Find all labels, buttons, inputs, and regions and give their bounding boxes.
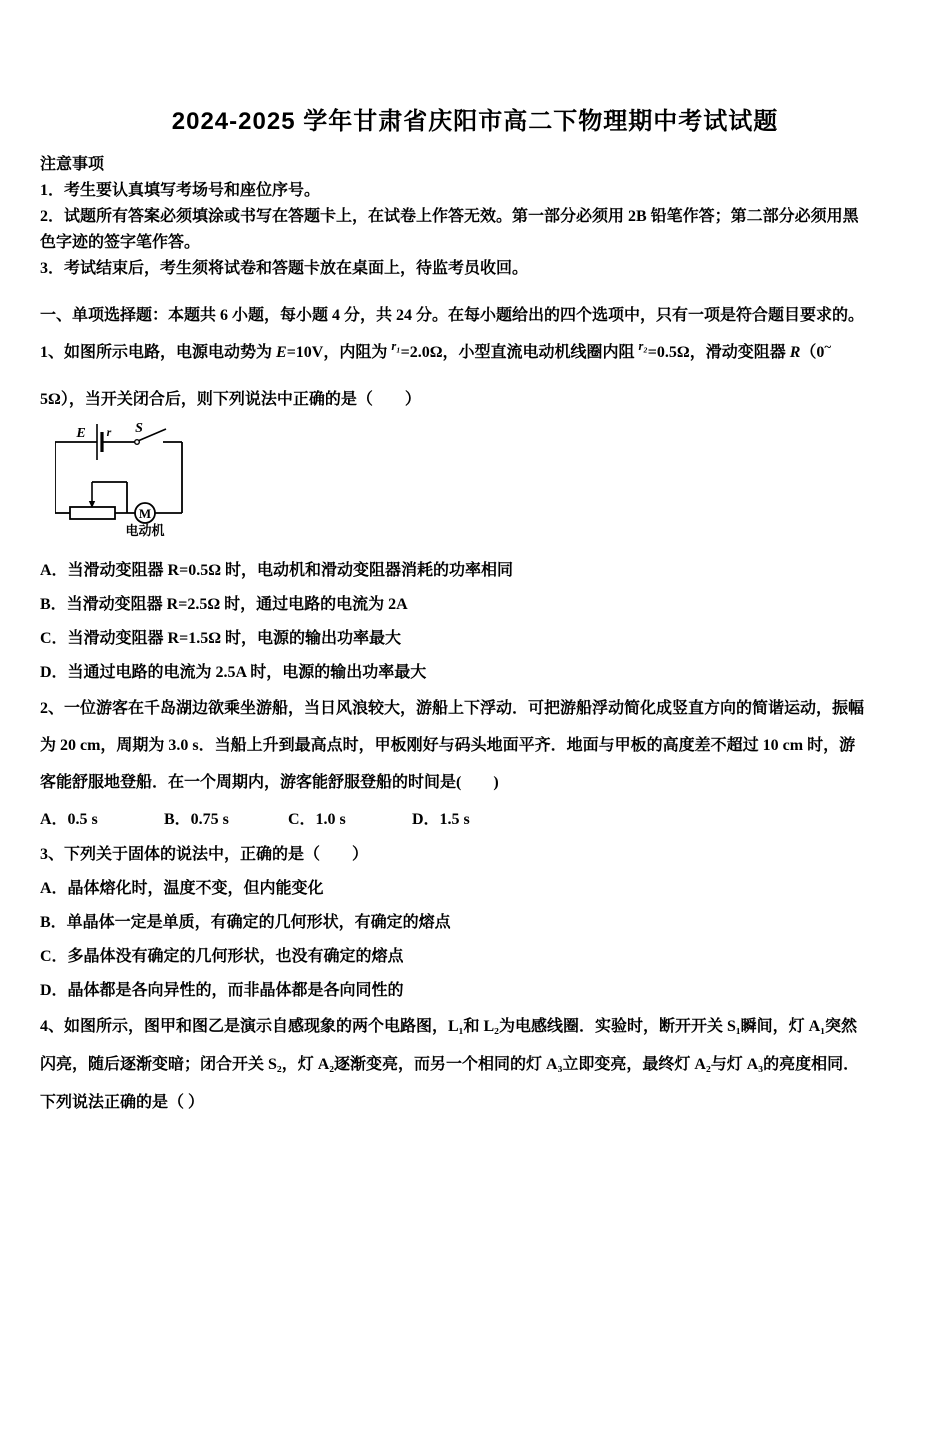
question-3-option-b: B．单晶体一定是单质，有确定的几何形状，有确定的熔点 xyxy=(40,914,451,931)
question-3-stem: 3、下列关于固体的说法中，正确的是（ ） xyxy=(40,846,369,863)
question-4-stem-line-3: 下列说法正确的是（ ） xyxy=(40,1094,205,1111)
motor-icon xyxy=(135,503,155,523)
question-1 xyxy=(40,336,910,690)
question-1-stem-line-1 xyxy=(40,336,910,370)
page-title: 2024-2025 学年甘肃省庆阳市高二下物理期中考试试题 xyxy=(171,108,779,135)
question-2 xyxy=(40,690,910,838)
question-3-option-a: A．晶体熔化时，温度不变，但内能变化 xyxy=(40,880,324,897)
q1-stem-text-3: =2.0Ω，小型直流电动机线圈内阻 xyxy=(400,344,639,361)
question-1-stem-line-2: 5Ω），当开关闭合后，则下列说法中正确的是（ ） xyxy=(40,391,421,408)
exam-page xyxy=(0,106,950,1450)
question-2-option-d: D．1.5 s xyxy=(412,811,470,828)
question-2-stem-line-1: 2、一位游客在千岛湖边欲乘坐游船，当日风浪较大，游船上下浮动．可把游船浮动简化成竖直方向的简谐运动，振幅 xyxy=(40,700,865,717)
notice-item-3: 3．考试结束后，考生须将试卷和答题卡放在桌面上，待监考员收回。 xyxy=(40,260,529,277)
notice-section xyxy=(40,152,910,282)
battery-icon xyxy=(97,424,102,460)
battery-internal-resistance-label: r xyxy=(106,425,112,439)
question-3-option-c: C．多晶体没有确定的几何形状，也没有确定的熔点 xyxy=(40,948,404,965)
switch-label: S xyxy=(135,421,143,436)
q1-stem-text-5: （0 xyxy=(800,344,825,361)
q1-resistor-symbol: R xyxy=(789,344,801,361)
circuit-wires xyxy=(55,442,182,513)
question-2-stem-line-3: 客能舒服地登船．在一个周期内，游客能舒服登船的时间是( ) xyxy=(40,774,499,791)
question-2-option-a: A．0.5 s xyxy=(40,811,98,828)
question-2-stem-line-2: 为 20 cm，周期为 3.0 s．当船上升到最高点时，甲板刚好与码头地面平齐．地面与甲板的高度差不超过 10 cm 时，游 xyxy=(40,737,856,754)
question-4 xyxy=(40,1008,910,1122)
motor-caption: 电动机 xyxy=(125,523,165,538)
question-3 xyxy=(40,838,910,1008)
q1-stem-text-4: =0.5Ω，滑动变阻器 xyxy=(647,344,790,361)
question-2-option-c: C．1.0 s xyxy=(288,811,346,828)
circuit-diagram xyxy=(55,416,245,549)
q1-r2-symbol: r₂ xyxy=(638,339,648,353)
question-3-option-d: D．晶体都是各向异性的，而非晶体都是各向同性的 xyxy=(40,982,404,999)
notice-item-1: 1．考生要认真填写考场号和座位序号。 xyxy=(40,182,321,199)
question-2-option-b: B．0.75 s xyxy=(164,811,229,828)
q1-tilde: ~ xyxy=(824,339,832,354)
notice-heading: 注意事项 xyxy=(40,156,105,173)
q1-stem-text-2: =10V，内阻为 xyxy=(286,344,392,361)
q1-r1-symbol: r₁ xyxy=(391,339,401,353)
section-1-heading: 一、单项选择题：本题共 6 小题，每小题 4 分，共 24 分。在每小题给出的四个选项中，只有一项是符合题目要求的。 xyxy=(40,307,865,324)
notice-item-2-line-2: 色字迹的签字笔作答。 xyxy=(40,234,201,251)
q1-emf-symbol: E xyxy=(276,344,287,361)
question-1-option-c: C．当滑动变阻器 R=1.5Ω 时，电源的输出功率最大 xyxy=(40,630,402,647)
motor-m-label: M xyxy=(138,506,152,521)
question-2-options-row xyxy=(40,801,910,838)
question-1-option-d: D．当通过电路的电流为 2.5A 时，电源的输出功率最大 xyxy=(40,664,427,681)
battery-emf-label: E xyxy=(76,426,86,441)
question-1-option-b: B．当滑动变阻器 R=2.5Ω 时，通过电路的电流为 2A xyxy=(40,596,408,613)
question-1-option-a: A．当滑动变阻器 R=0.5Ω 时，电动机和滑动变阻器消耗的功率相同 xyxy=(40,562,514,579)
question-4-stem-line-2: 闪亮，随后逐渐变暗；闭合开关 S₂，灯 A₂逐渐变亮，而另一个相同的灯 A₃立即变亮，最终灯 A₂与灯 A₃的亮度相同． xyxy=(40,1056,860,1073)
notice-item-2-line-1: 2．试题所有答案必须填涂或书写在答题卡上，在试卷上作答无效。第一部分必须用 2B 铅笔作答；第二部分必须用黑 xyxy=(40,208,859,225)
q1-stem-text-1: 1、如图所示电路，电源电动势为 xyxy=(40,344,277,361)
question-4-stem-line-1: 4、如图所示，图甲和图乙是演示自感现象的两个电路图，L₁和 L₂为电感线圈．实验时，断开开关 S₁瞬间，灯 A₁突然 xyxy=(40,1018,857,1035)
